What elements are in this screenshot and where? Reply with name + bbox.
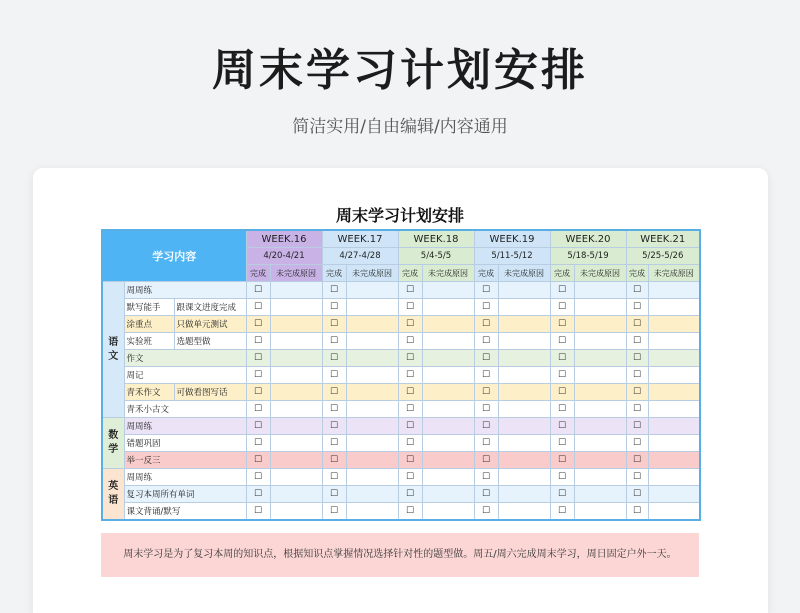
done-checkbox[interactable]: ☐: [626, 384, 648, 401]
reason-cell[interactable]: [574, 418, 626, 435]
reason-cell[interactable]: [648, 333, 700, 350]
done-checkbox[interactable]: ☐: [398, 384, 422, 401]
reason-cell[interactable]: [346, 299, 398, 316]
done-checkbox[interactable]: ☐: [246, 503, 270, 521]
reason-cell[interactable]: [346, 367, 398, 384]
reason-cell[interactable]: [498, 469, 550, 486]
done-header: 完成: [474, 265, 498, 282]
done-checkbox[interactable]: ☐: [626, 486, 648, 503]
reason-cell[interactable]: [270, 401, 322, 418]
reason-cell[interactable]: [648, 452, 700, 469]
item-name: 周周练: [124, 282, 246, 299]
reason-cell[interactable]: [270, 435, 322, 452]
done-checkbox[interactable]: ☐: [398, 333, 422, 350]
reason-cell[interactable]: [648, 384, 700, 401]
reason-cell[interactable]: [648, 418, 700, 435]
table-row: [102, 435, 700, 452]
week-label: WEEK.18: [398, 230, 474, 248]
reason-cell[interactable]: [648, 401, 700, 418]
done-checkbox[interactable]: ☐: [550, 367, 574, 384]
reason-header: 未完成原因: [574, 265, 626, 282]
done-checkbox[interactable]: ☐: [246, 367, 270, 384]
reason-cell[interactable]: [648, 282, 700, 299]
week-dates: 4/20-4/21: [246, 248, 322, 265]
done-checkbox[interactable]: ☐: [474, 486, 498, 503]
reason-cell[interactable]: [346, 350, 398, 367]
item-name: 默写能手: [124, 299, 174, 316]
done-checkbox[interactable]: ☐: [550, 333, 574, 350]
table-row: [102, 452, 700, 469]
reason-cell[interactable]: [346, 469, 398, 486]
page-title: 周末学习计划安排: [212, 45, 588, 96]
done-header: 完成: [246, 265, 270, 282]
reason-cell[interactable]: [648, 435, 700, 452]
done-checkbox[interactable]: ☐: [474, 418, 498, 435]
reason-cell[interactable]: [498, 384, 550, 401]
reason-header: 未完成原因: [648, 265, 700, 282]
reason-cell[interactable]: [498, 367, 550, 384]
item-name: 青禾作文: [124, 384, 174, 401]
reason-cell[interactable]: [422, 333, 474, 350]
table-row: [102, 282, 700, 299]
done-checkbox[interactable]: ☐: [626, 503, 648, 521]
done-header: 完成: [550, 265, 574, 282]
done-checkbox[interactable]: ☐: [550, 299, 574, 316]
reason-cell[interactable]: [498, 282, 550, 299]
reason-cell[interactable]: [270, 469, 322, 486]
reason-cell[interactable]: [648, 299, 700, 316]
reason-cell[interactable]: [498, 418, 550, 435]
done-checkbox[interactable]: ☐: [322, 469, 346, 486]
reason-cell[interactable]: [270, 452, 322, 469]
done-checkbox[interactable]: ☐: [246, 316, 270, 333]
done-checkbox[interactable]: ☐: [322, 333, 346, 350]
table-row: [102, 418, 700, 435]
done-checkbox[interactable]: ☐: [474, 350, 498, 367]
reason-cell[interactable]: [574, 282, 626, 299]
done-checkbox[interactable]: ☐: [322, 299, 346, 316]
page-subtitle: 简洁实用/自由编辑/内容通用: [292, 117, 508, 137]
footer-note: 周末学习是为了复习本周的知识点，根据知识点掌握情况选择针对性的题型做。周五/周六完成周末学习，周日固定户外一天。: [101, 533, 699, 577]
done-checkbox[interactable]: ☐: [246, 452, 270, 469]
reason-cell[interactable]: [422, 418, 474, 435]
done-checkbox[interactable]: ☐: [398, 486, 422, 503]
done-checkbox[interactable]: ☐: [398, 435, 422, 452]
spreadsheet: [65, 189, 735, 613]
study-plan-table: [101, 229, 701, 521]
week-dates: 5/18-5/19: [550, 248, 626, 265]
item-note: 跟课文进度完成: [174, 299, 246, 316]
reason-cell[interactable]: [574, 401, 626, 418]
reason-cell[interactable]: [498, 486, 550, 503]
done-checkbox[interactable]: ☐: [550, 282, 574, 299]
reason-cell[interactable]: [422, 316, 474, 333]
item-note: 只做单元测试: [174, 316, 246, 333]
reason-cell[interactable]: [270, 316, 322, 333]
done-checkbox[interactable]: ☐: [322, 486, 346, 503]
reason-cell[interactable]: [648, 469, 700, 486]
done-checkbox[interactable]: ☐: [246, 401, 270, 418]
reason-cell[interactable]: [270, 418, 322, 435]
item-name: 周记: [124, 367, 246, 384]
done-checkbox[interactable]: ☐: [322, 418, 346, 435]
done-checkbox[interactable]: ☐: [550, 452, 574, 469]
done-checkbox[interactable]: ☐: [474, 299, 498, 316]
content-header: 学习内容: [102, 230, 246, 282]
reason-cell[interactable]: [270, 486, 322, 503]
done-checkbox[interactable]: ☐: [246, 469, 270, 486]
reason-cell[interactable]: [346, 282, 398, 299]
table-row: [102, 299, 700, 316]
reason-cell[interactable]: [422, 282, 474, 299]
reason-cell[interactable]: [498, 316, 550, 333]
item-name: 周周练: [124, 469, 246, 486]
item-name: 复习本周所有单词: [124, 486, 246, 503]
reason-cell[interactable]: [422, 384, 474, 401]
reason-cell[interactable]: [574, 316, 626, 333]
done-checkbox[interactable]: ☐: [474, 367, 498, 384]
reason-cell[interactable]: [422, 350, 474, 367]
reason-cell[interactable]: [574, 384, 626, 401]
category-yingyu: 英 语: [102, 469, 124, 521]
done-header: 完成: [398, 265, 422, 282]
reason-cell[interactable]: [422, 367, 474, 384]
done-header: 完成: [626, 265, 648, 282]
reason-cell[interactable]: [498, 503, 550, 521]
done-checkbox[interactable]: ☐: [398, 316, 422, 333]
reason-cell[interactable]: [574, 350, 626, 367]
table-row: [102, 503, 700, 521]
reason-cell[interactable]: [422, 486, 474, 503]
reason-cell[interactable]: [574, 333, 626, 350]
week-dates: 5/4-5/5: [398, 248, 474, 265]
done-checkbox[interactable]: ☐: [246, 282, 270, 299]
reason-cell[interactable]: [270, 503, 322, 521]
category-yuwen: 语 文: [102, 282, 124, 418]
reason-cell[interactable]: [270, 367, 322, 384]
done-checkbox[interactable]: ☐: [626, 401, 648, 418]
done-checkbox[interactable]: ☐: [322, 367, 346, 384]
reason-cell[interactable]: [346, 503, 398, 521]
item-note: 选题型做: [174, 333, 246, 350]
done-checkbox[interactable]: ☐: [398, 469, 422, 486]
reason-cell[interactable]: [422, 299, 474, 316]
done-checkbox[interactable]: ☐: [398, 367, 422, 384]
done-checkbox[interactable]: ☐: [626, 282, 648, 299]
reason-cell[interactable]: [498, 299, 550, 316]
reason-cell[interactable]: [574, 469, 626, 486]
reason-cell[interactable]: [346, 401, 398, 418]
done-checkbox[interactable]: ☐: [474, 469, 498, 486]
reason-cell[interactable]: [648, 350, 700, 367]
done-checkbox[interactable]: ☐: [398, 401, 422, 418]
reason-cell[interactable]: [574, 452, 626, 469]
done-checkbox[interactable]: ☐: [474, 435, 498, 452]
reason-cell[interactable]: [270, 333, 322, 350]
item-name: 涂重点: [124, 316, 174, 333]
done-checkbox[interactable]: ☐: [626, 299, 648, 316]
done-checkbox[interactable]: ☐: [474, 401, 498, 418]
week-dates: 5/25-5/26: [626, 248, 700, 265]
done-checkbox[interactable]: ☐: [322, 435, 346, 452]
done-checkbox[interactable]: ☐: [398, 350, 422, 367]
reason-cell[interactable]: [346, 384, 398, 401]
item-name: 举一反三: [124, 452, 246, 469]
done-checkbox[interactable]: ☐: [626, 316, 648, 333]
done-checkbox[interactable]: ☐: [626, 452, 648, 469]
done-checkbox[interactable]: ☐: [474, 384, 498, 401]
done-checkbox[interactable]: ☐: [246, 486, 270, 503]
week-label: WEEK.21: [626, 230, 700, 248]
reason-cell[interactable]: [422, 503, 474, 521]
week-dates: 4/27-4/28: [322, 248, 398, 265]
reason-cell[interactable]: [422, 469, 474, 486]
done-checkbox[interactable]: ☐: [246, 384, 270, 401]
done-checkbox[interactable]: ☐: [550, 350, 574, 367]
done-checkbox[interactable]: ☐: [550, 418, 574, 435]
sheet-title: 周末学习计划安排: [335, 206, 464, 225]
reason-cell[interactable]: [498, 333, 550, 350]
done-checkbox[interactable]: ☐: [398, 299, 422, 316]
done-checkbox[interactable]: ☐: [626, 418, 648, 435]
reason-header: 未完成原因: [498, 265, 550, 282]
done-checkbox[interactable]: ☐: [626, 435, 648, 452]
table-row: [102, 367, 700, 384]
category-shuxue: 数 学: [102, 418, 124, 469]
item-name: 课文背诵/默写: [124, 503, 246, 521]
week-label-row: [102, 230, 700, 248]
done-checkbox[interactable]: ☐: [246, 435, 270, 452]
reason-cell[interactable]: [498, 401, 550, 418]
item-name: 青禾小古文: [124, 401, 246, 418]
done-checkbox[interactable]: ☐: [550, 384, 574, 401]
reason-cell[interactable]: [574, 367, 626, 384]
done-checkbox[interactable]: ☐: [550, 469, 574, 486]
reason-cell[interactable]: [270, 282, 322, 299]
done-checkbox[interactable]: ☐: [550, 503, 574, 521]
done-checkbox[interactable]: ☐: [322, 316, 346, 333]
done-checkbox[interactable]: ☐: [322, 452, 346, 469]
reason-header: 未完成原因: [346, 265, 398, 282]
reason-cell[interactable]: [648, 486, 700, 503]
week-label: WEEK.17: [322, 230, 398, 248]
table-row: [102, 384, 700, 401]
reason-cell[interactable]: [422, 435, 474, 452]
week-label: WEEK.19: [474, 230, 550, 248]
done-checkbox[interactable]: ☐: [398, 282, 422, 299]
done-checkbox[interactable]: ☐: [626, 350, 648, 367]
done-checkbox[interactable]: ☐: [246, 350, 270, 367]
reason-cell[interactable]: [422, 401, 474, 418]
done-checkbox[interactable]: ☐: [474, 503, 498, 521]
done-checkbox[interactable]: ☐: [246, 299, 270, 316]
done-checkbox[interactable]: ☐: [626, 333, 648, 350]
done-checkbox[interactable]: ☐: [474, 452, 498, 469]
done-checkbox[interactable]: ☐: [398, 452, 422, 469]
done-checkbox[interactable]: ☐: [474, 316, 498, 333]
done-checkbox[interactable]: ☐: [322, 384, 346, 401]
done-checkbox[interactable]: ☐: [550, 316, 574, 333]
reason-cell[interactable]: [648, 367, 700, 384]
reason-cell[interactable]: [498, 452, 550, 469]
done-checkbox[interactable]: ☐: [398, 503, 422, 521]
table-row: [102, 401, 700, 418]
reason-cell[interactable]: [270, 350, 322, 367]
reason-cell[interactable]: [346, 435, 398, 452]
reason-cell[interactable]: [346, 316, 398, 333]
done-checkbox[interactable]: ☐: [322, 401, 346, 418]
table-row: [102, 350, 700, 367]
reason-cell[interactable]: [574, 435, 626, 452]
reason-cell[interactable]: [648, 316, 700, 333]
reason-cell[interactable]: [346, 486, 398, 503]
item-name: 作文: [124, 350, 246, 367]
done-checkbox[interactable]: ☐: [626, 469, 648, 486]
week-label: WEEK.16: [246, 230, 322, 248]
done-checkbox[interactable]: ☐: [322, 282, 346, 299]
done-checkbox[interactable]: ☐: [322, 503, 346, 521]
reason-cell[interactable]: [346, 333, 398, 350]
reason-cell[interactable]: [648, 503, 700, 521]
week-label: WEEK.20: [550, 230, 626, 248]
item-name: 实验班: [124, 333, 174, 350]
done-checkbox[interactable]: ☐: [550, 435, 574, 452]
done-checkbox[interactable]: ☐: [246, 333, 270, 350]
done-checkbox[interactable]: ☐: [398, 418, 422, 435]
done-checkbox[interactable]: ☐: [550, 486, 574, 503]
reason-cell[interactable]: [346, 418, 398, 435]
reason-header: 未完成原因: [422, 265, 474, 282]
item-name: 周周练: [124, 418, 246, 435]
done-checkbox[interactable]: ☐: [550, 401, 574, 418]
reason-header: 未完成原因: [270, 265, 322, 282]
reason-cell[interactable]: [270, 299, 322, 316]
table-row: [102, 469, 700, 486]
done-checkbox[interactable]: ☐: [474, 333, 498, 350]
reason-cell[interactable]: [574, 299, 626, 316]
week-dates: 5/11-5/12: [474, 248, 550, 265]
reason-cell[interactable]: [270, 384, 322, 401]
table-row: [102, 486, 700, 503]
reason-cell[interactable]: [574, 486, 626, 503]
done-checkbox[interactable]: ☐: [626, 367, 648, 384]
reason-cell[interactable]: [574, 503, 626, 521]
reason-cell[interactable]: [346, 452, 398, 469]
item-note: 可做看图写话: [174, 384, 246, 401]
item-name: 错题巩固: [124, 435, 246, 452]
reason-cell[interactable]: [498, 350, 550, 367]
table-row: [102, 333, 700, 350]
done-checkbox[interactable]: ☐: [246, 418, 270, 435]
table-row: [102, 316, 700, 333]
reason-cell[interactable]: [498, 435, 550, 452]
done-checkbox[interactable]: ☐: [474, 282, 498, 299]
done-checkbox[interactable]: ☐: [322, 350, 346, 367]
done-header: 完成: [322, 265, 346, 282]
reason-cell[interactable]: [422, 452, 474, 469]
